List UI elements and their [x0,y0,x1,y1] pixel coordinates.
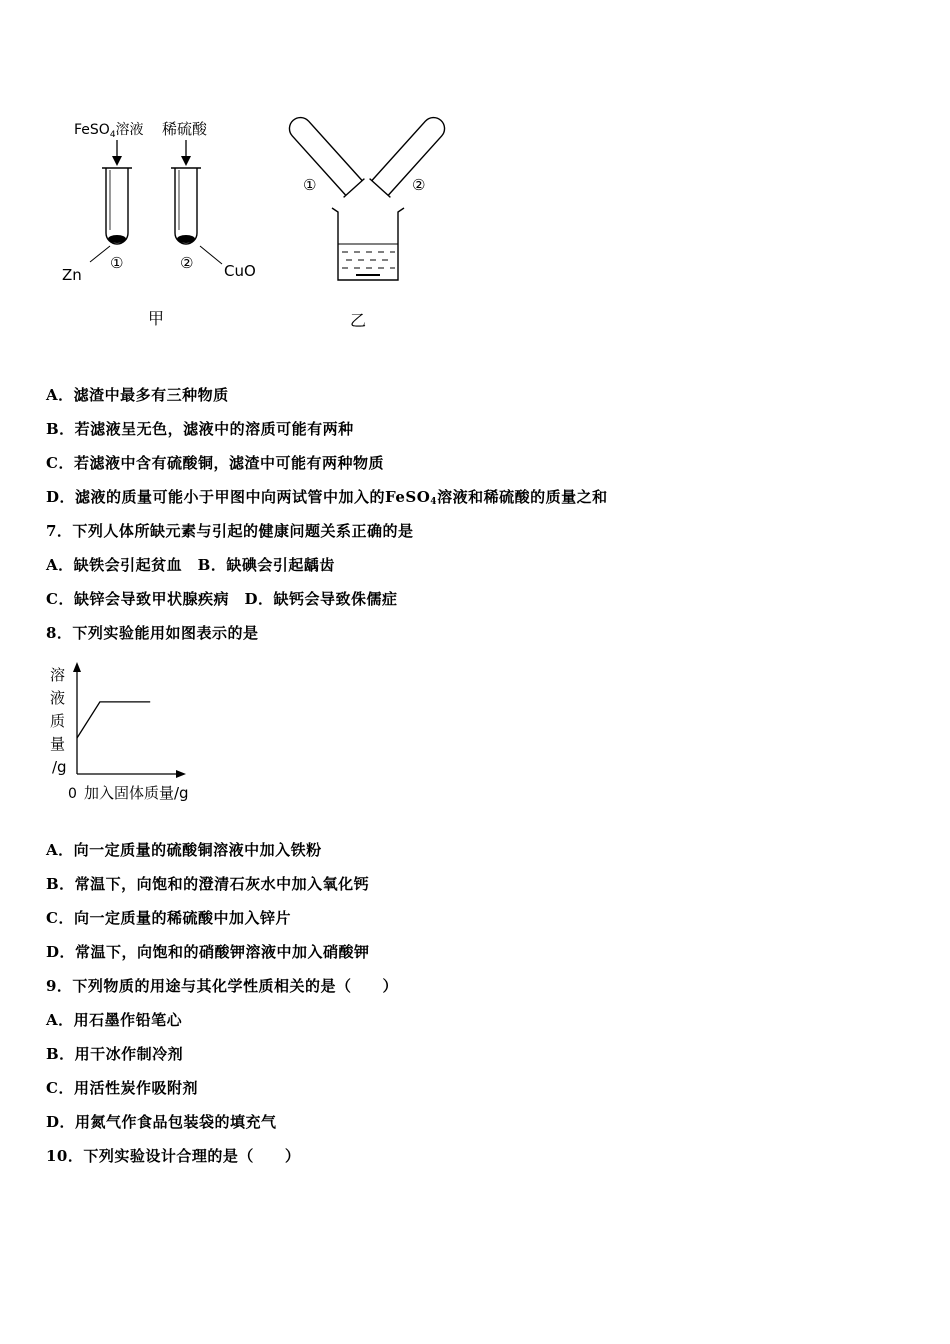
y-axis-label-char: 质 [50,712,66,730]
beaker [332,208,404,280]
feso4-label: FeSO$_4$溶液 [74,122,144,140]
series-line [77,702,150,738]
q7-stem: 7．下列人体所缺元素与引起的健康问题关系正确的是 [46,522,414,540]
test-tube-1 [102,168,132,244]
tube-1-label: ① [110,254,124,272]
q6-option-d: D．滤液的质量可能小于甲图中向两试管中加入的FeSO$_4$溶液和稀硫酸的质量之和 [46,488,608,507]
q6-option-b: B．若滤液呈无色，滤液中的溶质可能有两种 [46,420,354,438]
test-tube-2 [171,168,201,244]
tilted-tube-2 [370,111,452,197]
x-axis-label: 加入固体质量/g [84,784,189,802]
tilted-tube-1 [283,111,365,197]
q8-chart [44,660,214,810]
q7-options-cd: C．缺锌会导致甲状腺疾病 D．缺钙会导致侏儒症 [46,590,398,608]
tilted-tube-2-label: ② [412,176,426,194]
caption-yi: 乙 [350,311,367,330]
acid-label: 稀硫酸 [162,120,208,138]
q8-option-a: A．向一定质量的硫酸铜溶液中加入铁粉 [46,841,322,859]
y-axis [73,662,81,774]
q9-option-a: A．用石墨作铅笔心 [46,1011,183,1029]
arrow-2-icon [181,140,191,166]
q6-option-c: C．若滤液中含有硫酸铜，滤渣中可能有两种物质 [46,454,384,472]
q6-option-a: A．滤渣中最多有三种物质 [46,386,229,404]
caption-jia: 甲 [148,309,165,328]
y-axis-label-char: 量 [50,735,66,753]
q7-options-ab: A．缺铁会引起贫血 B．缺碘会引起龋齿 [46,556,335,574]
y-axis-label-char: 液 [50,689,66,707]
zn-label: Zn [62,266,82,284]
cuo-label: CuO [224,262,256,280]
tilted-tube-1-label: ① [303,176,317,194]
q9-stem: 9．下列物质的用途与其化学性质相关的是（ ） [46,977,398,995]
figure-jia [50,110,280,335]
q9-option-b: B．用干冰作制冷剂 [46,1045,184,1063]
arrow-1-icon [112,140,122,166]
q8-option-c: C．向一定质量的稀硫酸中加入锌片 [46,909,291,927]
q8-option-d: D．常温下，向饱和的硝酸钾溶液中加入硝酸钾 [46,943,370,961]
x-axis [77,770,186,778]
figure-yi [270,100,470,335]
y-axis-label-char: 溶 [50,666,66,684]
y-axis-label-char: /g [52,758,67,776]
q9-option-c: C．用活性炭作吸附剂 [46,1079,198,1097]
q10-stem: 10．下列实验设计合理的是（ ） [46,1147,301,1165]
origin-label: 0 [68,786,77,802]
q8-stem: 8．下列实验能用如图表示的是 [46,624,259,642]
q8-option-b: B．常温下，向饱和的澄清石灰水中加入氧化钙 [46,875,370,893]
tube-2-label: ② [180,254,194,272]
q9-option-d: D．用氮气作食品包装袋的填充气 [46,1113,277,1131]
